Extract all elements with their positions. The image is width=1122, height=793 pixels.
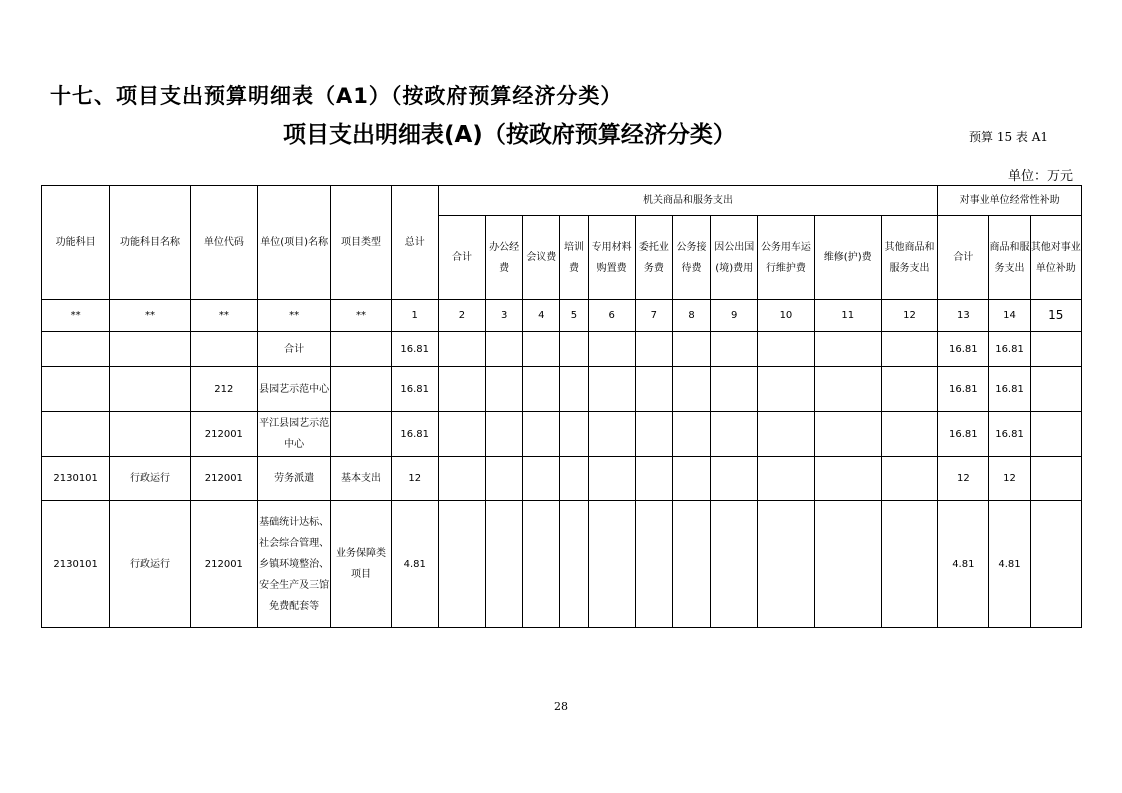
table-cell: 12 — [938, 457, 989, 501]
index-cell: 5 — [560, 300, 588, 332]
table-cell: 16.81 — [391, 332, 438, 367]
table-cell — [588, 457, 635, 501]
index-cell: 11 — [814, 300, 881, 332]
header-func-code: 功能科目 — [42, 186, 110, 300]
table-cell — [881, 501, 937, 628]
table-title: 项目支出明细表(A)（按政府预算经济分类） — [283, 122, 736, 148]
table-cell: 16.81 — [391, 412, 438, 457]
table-cell — [42, 367, 110, 412]
table-row — [42, 457, 1082, 501]
table-cell — [560, 332, 588, 367]
table-cell: 2130101 — [42, 501, 110, 628]
table-cell — [758, 367, 814, 412]
table-cell — [635, 332, 672, 367]
index-cell: ** — [331, 300, 391, 332]
table-row — [42, 332, 1082, 367]
table-cell — [190, 332, 257, 367]
table-cell — [758, 412, 814, 457]
header-func-name: 功能科目名称 — [110, 186, 190, 300]
table-cell — [438, 332, 485, 367]
header-goods-subtotal: 合计 — [438, 216, 485, 300]
table-cell — [523, 501, 560, 628]
section-title: 十七、项目支出预算明细表（A1）（按政府预算经济分类） — [50, 84, 623, 108]
table-cell — [758, 501, 814, 628]
table-cell — [1030, 332, 1081, 367]
table-cell: 2130101 — [42, 457, 110, 501]
index-cell: 10 — [758, 300, 814, 332]
table-cell: 212 — [190, 367, 257, 412]
table-cell — [438, 412, 485, 457]
table-cell: 行政运行 — [110, 457, 190, 501]
index-cell: 13 — [938, 300, 989, 332]
table-cell — [711, 501, 758, 628]
table-cell — [814, 367, 881, 412]
table-cell: 16.81 — [989, 332, 1030, 367]
table-cell — [635, 457, 672, 501]
table-cell — [486, 332, 523, 367]
index-cell: 8 — [672, 300, 710, 332]
table-cell: 16.81 — [938, 332, 989, 367]
header-other-goods: 其他商品和服务支出 — [881, 216, 937, 300]
table-cell: 县园艺示范中心 — [258, 367, 331, 412]
index-cell: 15 — [1030, 300, 1081, 332]
index-cell: ** — [190, 300, 257, 332]
table-cell — [881, 457, 937, 501]
table-cell: 劳务派遣 — [258, 457, 331, 501]
index-cell: 9 — [711, 300, 758, 332]
table-cell: 合计 — [258, 332, 331, 367]
table-cell: 16.81 — [391, 367, 438, 412]
table-cell — [711, 332, 758, 367]
table-cell: 4.81 — [391, 501, 438, 628]
table-cell — [672, 501, 710, 628]
budget-table — [41, 185, 1082, 628]
table-cell — [110, 412, 190, 457]
table-cell — [331, 412, 391, 457]
table-cell — [523, 457, 560, 501]
header-subsidy-goods: 商品和服务支出 — [989, 216, 1030, 300]
table-cell — [814, 412, 881, 457]
table-row — [42, 501, 1082, 628]
index-cell: ** — [42, 300, 110, 332]
table-cell — [711, 457, 758, 501]
table-cell — [110, 332, 190, 367]
header-abroad: 因公出国(境)费用 — [711, 216, 758, 300]
table-cell — [881, 332, 937, 367]
table-cell — [560, 501, 588, 628]
table-cell — [486, 367, 523, 412]
table-cell: 基础统计达标、社会综合管理、乡镇环境整治、安全生产及三馆免费配套等 — [258, 501, 331, 628]
table-cell — [560, 457, 588, 501]
table-cell — [814, 332, 881, 367]
table-code: 预算 15 表 A1 — [969, 130, 1049, 144]
table-cell — [486, 501, 523, 628]
index-cell: 12 — [881, 300, 937, 332]
table-cell — [486, 412, 523, 457]
page-number: 28 — [554, 700, 568, 713]
index-cell: ** — [110, 300, 190, 332]
table-cell: 行政运行 — [110, 501, 190, 628]
index-cell: 4 — [523, 300, 560, 332]
table-cell: 4.81 — [938, 501, 989, 628]
table-cell — [42, 332, 110, 367]
table-cell: 基本支出 — [331, 457, 391, 501]
index-cell: 7 — [635, 300, 672, 332]
header-unit-code: 单位代码 — [190, 186, 257, 300]
table-cell: 16.81 — [989, 412, 1030, 457]
table-cell — [758, 332, 814, 367]
table-cell — [881, 412, 937, 457]
table-cell: 12 — [989, 457, 1030, 501]
table-cell: 16.81 — [938, 412, 989, 457]
header-group-goods-services: 机关商品和服务支出 — [438, 186, 937, 216]
table-cell — [523, 412, 560, 457]
table-cell — [635, 367, 672, 412]
table-cell — [635, 501, 672, 628]
table-cell: 4.81 — [989, 501, 1030, 628]
table-cell — [711, 412, 758, 457]
table-cell — [560, 367, 588, 412]
table-cell — [331, 367, 391, 412]
index-cell: 14 — [989, 300, 1030, 332]
table-cell — [588, 412, 635, 457]
table-cell: 212001 — [190, 412, 257, 457]
header-materials: 专用材料购置费 — [588, 216, 635, 300]
table-cell: 212001 — [190, 457, 257, 501]
unit-label: 单位：万元 — [1008, 169, 1074, 184]
header-vehicle: 公务用车运行维护费 — [758, 216, 814, 300]
table-cell: 212001 — [190, 501, 257, 628]
table-cell — [672, 412, 710, 457]
table-cell — [438, 501, 485, 628]
table-cell: 16.81 — [989, 367, 1030, 412]
table-cell — [438, 457, 485, 501]
table-cell — [672, 457, 710, 501]
header-repair: 维修(护)费 — [814, 216, 881, 300]
table-cell — [110, 367, 190, 412]
table-cell — [560, 412, 588, 457]
table-cell: 业务保障类项目 — [331, 501, 391, 628]
table-cell — [588, 332, 635, 367]
table-cell — [486, 457, 523, 501]
table-cell — [711, 367, 758, 412]
header-reception: 公务接待费 — [672, 216, 710, 300]
index-cell: 1 — [391, 300, 438, 332]
table-cell — [1030, 501, 1081, 628]
header-subsidy-other: 其他对事业单位补助 — [1030, 216, 1081, 300]
index-cell: 6 — [588, 300, 635, 332]
table-cell: 16.81 — [938, 367, 989, 412]
header-project-type: 项目类型 — [331, 186, 391, 300]
table-cell — [1030, 412, 1081, 457]
header-commission: 委托业务费 — [635, 216, 672, 300]
table-cell — [42, 412, 110, 457]
table-cell — [1030, 457, 1081, 501]
table-cell: 12 — [391, 457, 438, 501]
header-group-subsidy: 对事业单位经常性补助 — [938, 186, 1082, 216]
table-cell — [814, 501, 881, 628]
table-cell — [523, 332, 560, 367]
table-cell — [881, 367, 937, 412]
table-cell — [331, 332, 391, 367]
table-row — [42, 367, 1082, 412]
table-cell — [523, 367, 560, 412]
table-cell — [1030, 367, 1081, 412]
table-cell — [672, 332, 710, 367]
table-cell — [758, 457, 814, 501]
table-row — [42, 412, 1082, 457]
table-cell — [588, 367, 635, 412]
header-office: 办公经费 — [486, 216, 523, 300]
header-unit-name: 单位(项目)名称 — [258, 186, 331, 300]
header-training: 培训费 — [560, 216, 588, 300]
index-cell: 3 — [486, 300, 523, 332]
table-cell: 平江县园艺示范中心 — [258, 412, 331, 457]
table-cell — [588, 501, 635, 628]
table-cell — [672, 367, 710, 412]
table-cell — [438, 367, 485, 412]
index-cell: ** — [258, 300, 331, 332]
header-total: 总计 — [391, 186, 438, 300]
header-meeting: 会议费 — [523, 216, 560, 300]
table-cell — [635, 412, 672, 457]
index-row — [42, 300, 1082, 332]
header-subsidy-subtotal: 合计 — [938, 216, 989, 300]
table-cell — [814, 457, 881, 501]
index-cell: 2 — [438, 300, 485, 332]
